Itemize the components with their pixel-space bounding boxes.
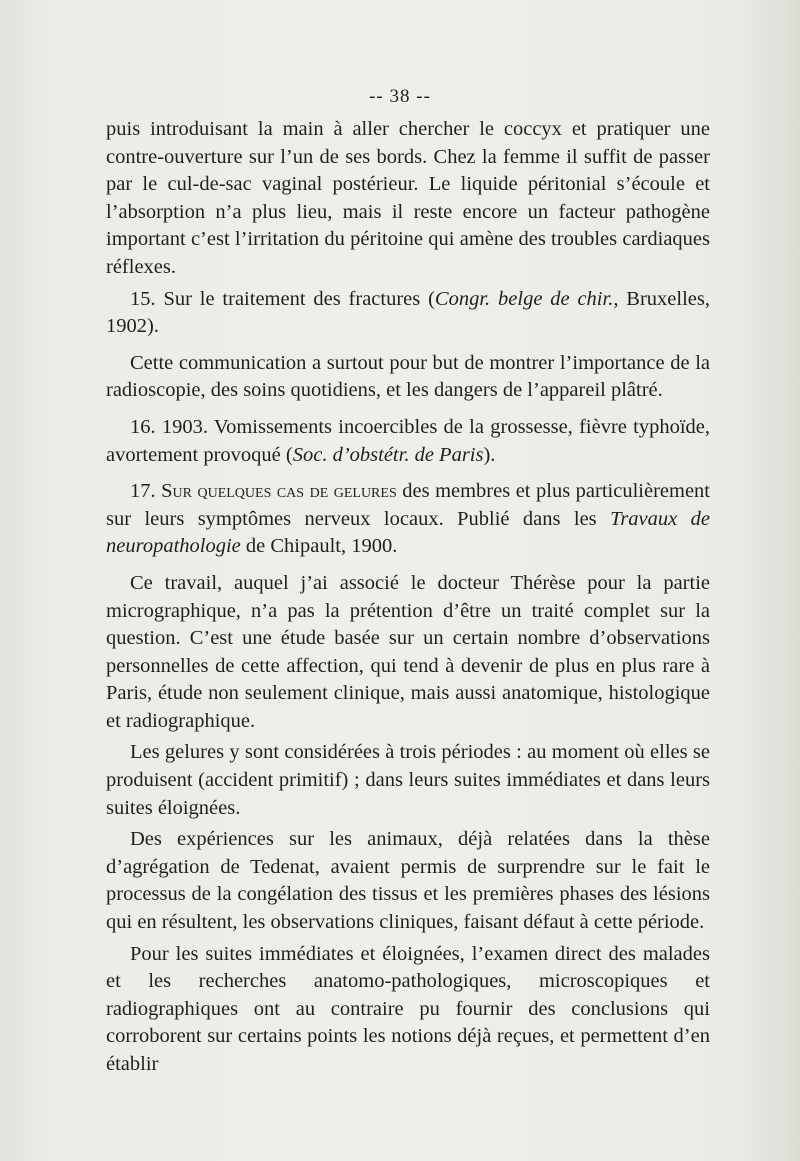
entry-source: Soc. d’obstétr. de Paris (292, 443, 484, 466)
entry-number: 16. (130, 415, 156, 438)
paragraph: Des expériences sur les animaux, déjà relatées dans la thèse d’agrégation de Tedenat, avaient permis de surprendre sur le fait le processus de la congélation des tissus et les premières phases des lésions qui en résultent, les observations cliniques, faisant défaut à cette période. (106, 828, 710, 934)
entry-16 (106, 414, 710, 469)
entry-number: 15. (130, 287, 156, 310)
entry-title: des membres et plus particulièrement sur leurs symptômes nerveux locaux. Publié dans les (106, 480, 710, 530)
entry-source-tail: de Chipault, 1900. (240, 535, 398, 558)
paragraph: Les gelures y sont considérées à trois périodes : au moment où elles se produisent (accident primitif) ; dans leurs suites immédiates et dans leurs suites éloignées. (106, 741, 710, 819)
entry-number: 17. (130, 480, 156, 503)
entry-title: 1903. Vomissements incoercibles de la grossesse, fièvre typhoïde, avortement provoqué ( (106, 415, 710, 466)
entry-heading-smallcaps: Sur quelques cas de gelures (155, 480, 397, 503)
entry-source: Congr. belge de chir. (434, 287, 614, 310)
paragraph: Pour les suites immédiates et éloignées, l’examen direct des malades et les recherches anatomo-pathologiques, microscopiques et radiographiques ont au contraire pu fournir des conclusions qui corroborent sur certains points les notions déjà reçues, et permettent d’en établir (106, 942, 710, 1075)
body-text (106, 116, 710, 1083)
entry-17 (106, 478, 710, 561)
paragraph: Ce travail, auquel j’ai associé le docteur Thérèse pour la partie micrographique, n’a pas la prétention d’être un traité complet sur la question. C’est une étude basée sur un certain nombre d’observations personnelles de cette affection, qui tend à devenir de plus en plus rare à Paris, étude non seulement clinique, mais aussi anatomique, histologique et radiographique. (106, 571, 710, 732)
entry-title: Sur le traitement des fractures ( (155, 287, 435, 310)
entry-source: Travaux de neuropathologie (106, 507, 711, 558)
entry-source-tail: , Bruxelles, 1902). (106, 287, 710, 338)
entry-15 (106, 286, 710, 341)
entry-15-description: Cette communication a surtout pour but de montrer l’importance de la radioscopie, des soins quotidiens, et les dangers de l’appareil plâtré. (106, 351, 710, 402)
page-number: -- 38 -- (369, 86, 431, 107)
entry-source-tail: ). (483, 443, 496, 466)
paragraph-continuation: puis introduisant la main à aller chercher le coccyx et pratiquer une contre-ouverture sur l’un de ses bords. Chez la femme il suffit de passer par le cul-de-sac vaginal postérieur. Le liquide péritonial s’écoule et l’absorption n’a plus lieu, mais il reste encore un facteur pathogène important c’est l’irritation du péritoine qui amène des troubles cardiaques réflexes. (106, 118, 710, 278)
